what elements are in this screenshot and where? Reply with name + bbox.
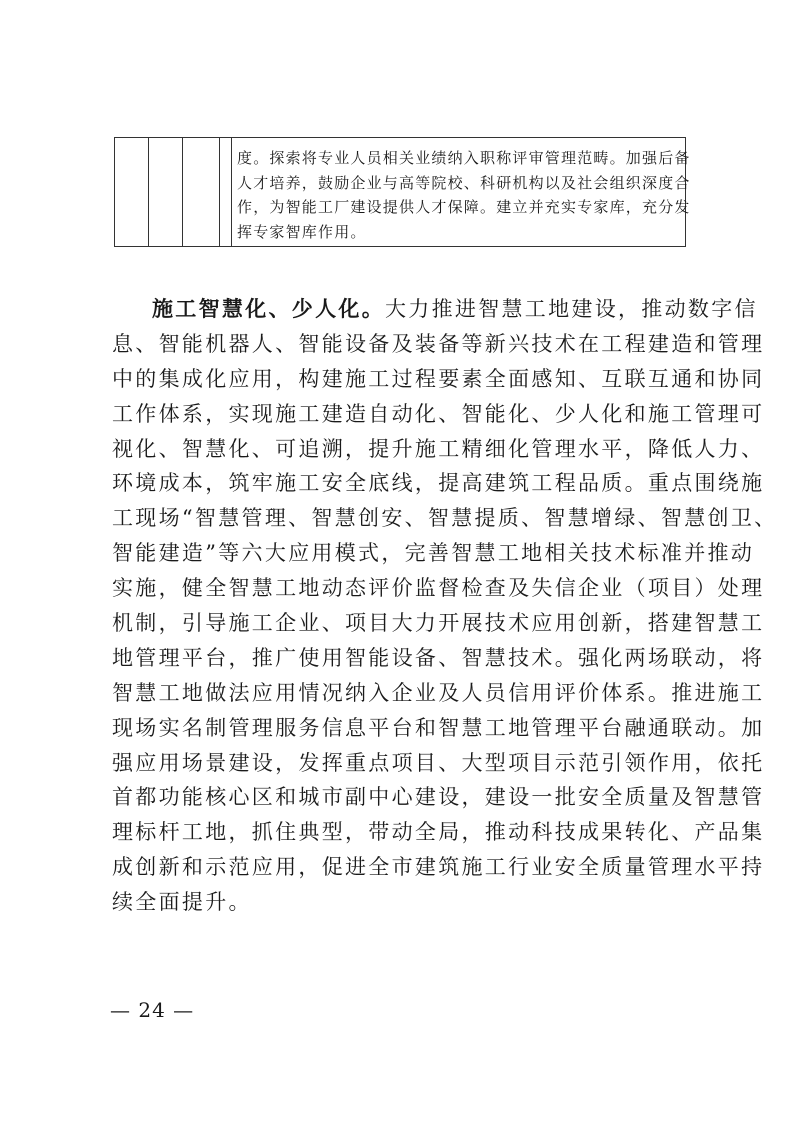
table-column-divider — [231, 138, 232, 246]
paragraph-line: 成创新和示范应用，促进全市建筑施工行业安全质量管理水平持 — [112, 855, 765, 880]
table-fragment — [114, 137, 691, 247]
paragraph-line: 息、智能机器人、智能设备及装备等新兴技术在工程建造和管理 — [112, 331, 765, 356]
paragraph-line: 环境成本，筑牢施工安全底线，提高建筑工程品质。重点围绕施 — [112, 471, 765, 496]
paragraph-line: 智慧工地做法应用情况纳入企业及人员信用评价体系。推进施工 — [112, 680, 765, 705]
table-text-line: 人才培养，鼓励企业与高等院校、科研机构以及社会组织深度合 — [237, 173, 691, 192]
table-column-divider — [148, 138, 149, 246]
paragraph-line: 工作体系，实现施工建造自动化、智能化、少人化和施工管理可 — [112, 401, 765, 426]
paragraph-line: 智能建造”等六大应用模式，完善智慧工地相关技术标准并推动 — [112, 541, 755, 566]
paragraph-text: 大力推进智慧工地建设，推动数字信 — [385, 297, 758, 321]
table-text-line: 度。探索将专业人员相关业绩纳入职称评审管理范畴。加强后备 — [237, 149, 691, 167]
paragraph-line: 现场实名制管理服务信息平台和智慧工地管理平台融通联动。加 — [112, 715, 765, 740]
table-column-divider — [182, 138, 183, 246]
paragraph-line: 理标杆工地，抓住典型，带动全局，推动科技成果转化、产品集 — [112, 820, 765, 845]
paragraph-line: 强应用场景建设，发挥重点项目、大型项目示范引领作用，依托 — [112, 750, 765, 775]
page-number: — 24 — — [110, 998, 195, 1022]
table-column-divider — [219, 138, 220, 246]
paragraph-line: 视化、智慧化、可追溯，提升施工精细化管理水平，降低人力、 — [112, 436, 765, 461]
paragraph-line: 续全面提升。 — [112, 890, 252, 915]
table-text-line: 作，为智能工厂建设提供人才保障。建立并充实专家库，充分发 — [237, 198, 691, 216]
paragraph-line: 工现场“智慧管理、智慧创安、智慧提质、智慧增绿、智慧创卫、 — [112, 506, 778, 531]
section-heading: 施工智慧化、少人化。 — [152, 297, 385, 321]
table-cell-text — [237, 146, 691, 244]
paragraph-line: 中的集成化应用，构建施工过程要素全面感知、互联互通和协同 — [112, 366, 765, 391]
paragraph-line: 地管理平台，推广使用智能设备、智慧技术。强化两场联动，将 — [112, 645, 765, 670]
paragraph-line: 首都功能核心区和城市副中心建设，建设一批安全质量及智慧管 — [112, 785, 765, 810]
paragraph-line: 实施，健全智慧工地动态评价监督检查及失信企业（项目）处理 — [112, 576, 765, 601]
section-paragraph — [112, 292, 778, 920]
paragraph-first-line — [112, 292, 758, 327]
table-text-line: 挥专家智库作用。 — [237, 222, 367, 241]
paragraph-line: 机制，引导施工企业、项目大力开展技术应用创新，搭建智慧工 — [112, 611, 765, 636]
